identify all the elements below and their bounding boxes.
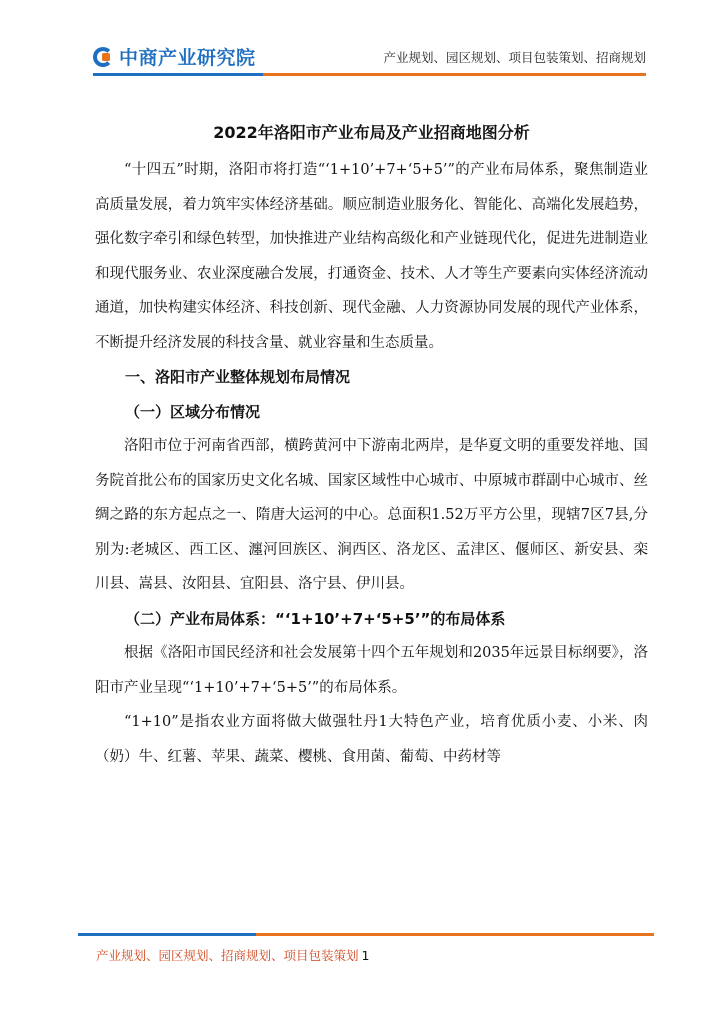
footer-slogan: 产业规划、园区规划、招商规划、项目包装策划 [96,948,359,963]
company-logo [93,43,256,70]
document-body [95,120,648,774]
header-divider-orange [263,73,646,76]
page-number: 1 [361,948,370,963]
subsection-heading-layout: （二）产业布局体系：“‘1+10’+7+‘5+5’”的布局体系 [125,609,506,628]
page-footer [96,946,369,964]
header-slogan: 产业规划、园区规划、项目包装策划、招商规划 [383,50,646,65]
header-divider-blue [93,73,263,76]
logo-mark-icon [93,46,115,68]
logo-text: 中商产业研究院 [119,47,256,69]
section-heading: 一、洛阳市产业整体规划布局情况 [125,368,351,386]
subsection-heading-region: （一）区域分布情况 [125,402,261,421]
region-paragraph: 洛阳市位于河南省西部，横跨黄河中下游南北两岸，是华夏文明的重要发祥地、国务院首批公布的国家历史文化名城、国家区域性中心城市、中原城市群副中心城市、丝绸之路的东方起点之一、隋唐大运河的中心。总面积1.52万平方公里，现辖7区7县,分别为:老城区、西工区、瀍河回族区、涧西区、洛龙区、孟津区、偃师区、新安县、栾川县、嵩县、汝阳县、宜阳县、洛宁县、伊川县。 [95,438,648,592]
footer-divider-orange [256,933,654,936]
footer-divider-blue [78,933,256,936]
intro-paragraph: “十四五”时期，洛阳市将打造“‘1+10’+7+‘5+5’”的产业布局体系，聚焦制造业高质量发展，着力筑牢实体经济基础。顺应制造业服务化、智能化、高端化发展趋势，强化数字牵引和绿色转型，加快推进产业结构高级化和产业链现代化，促进先进制造业和现代服务业、农业深度融合发展，打通资金、技术、人才等生产要素向实体经济流动通道，加快构建实体经济、科技创新、现代金融、人力资源协同发展的现代产业体系，不断提升经济发展的科技含量、就业容量和生态质量。 [95,162,648,351]
agriculture-paragraph: “1+10”是指农业方面将做大做强牡丹1大特色产业，培育优质小麦、小米、肉（奶）牛、红薯、苹果、蔬菜、樱桃、食用菌、葡萄、中药材等 [95,714,648,765]
document-title: 2022年洛阳市产业布局及产业招商地图分析 [213,123,530,142]
layout-paragraph: 根据《洛阳市国民经济和社会发展第十四个五年规划和2035年远景目标纲要》，洛阳市产业呈现“‘1+10’+7+‘5+5’”的布局体系。 [95,645,648,696]
page-header [0,0,724,80]
